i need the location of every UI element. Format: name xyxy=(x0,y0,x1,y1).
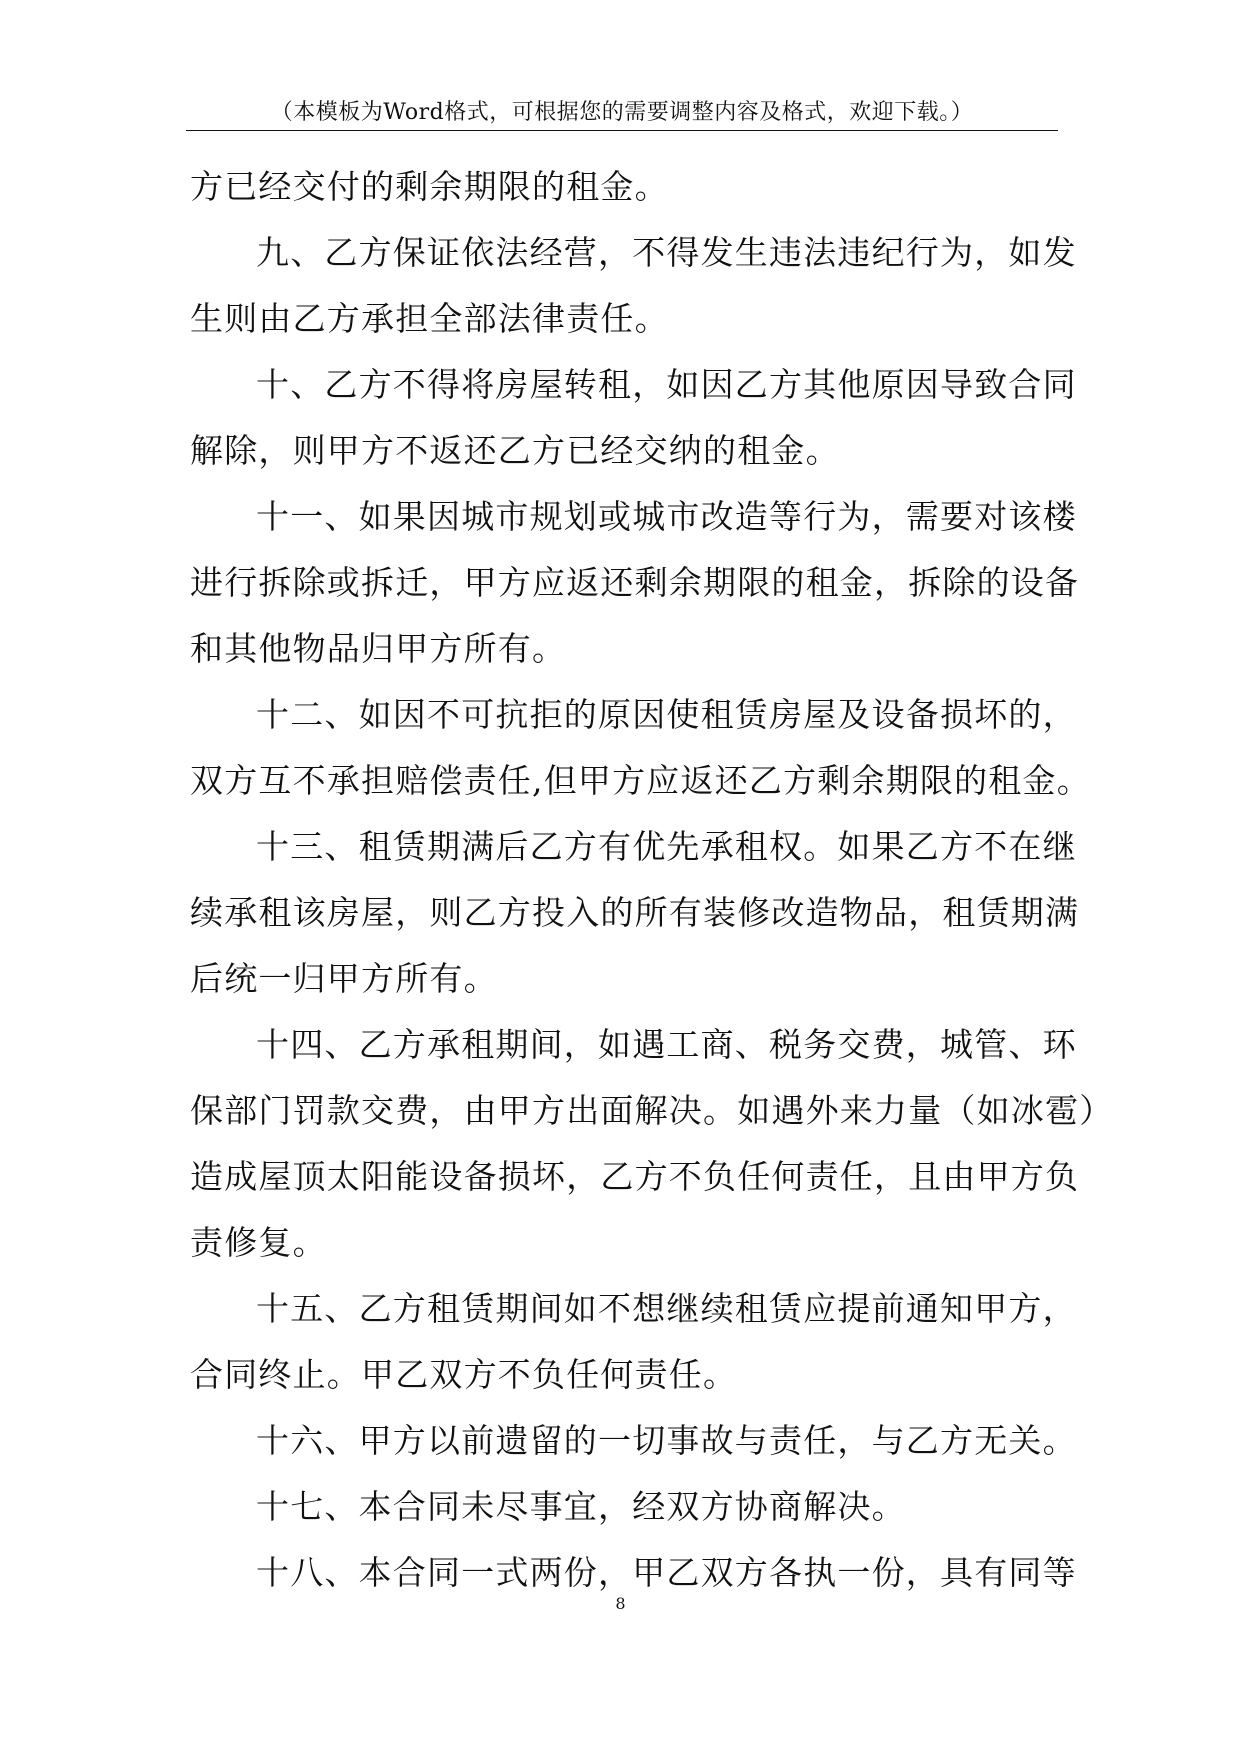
text-line: 十三、租赁期满后乙方有优先承租权。如果乙方不在继 xyxy=(256,827,1077,866)
text-line: 双方互不承担赔偿责任,但甲方应返还乙方剩余期限的租金。 xyxy=(190,761,1091,800)
text-line: 十六、甲方以前遗留的一切事故与责任，与乙方无关。 xyxy=(256,1421,1077,1460)
text-line: 保部门罚款交费，由甲方出面解决。如遇外来力量（如冰雹） xyxy=(190,1091,1114,1130)
text-line: 十一、如果因城市规划或城市改造等行为，需要对该楼 xyxy=(256,497,1077,536)
document-body xyxy=(190,154,1114,1606)
text-line: 十二、如因不可抗拒的原因使租赁房屋及设备损坏的， xyxy=(256,695,1077,734)
text-line: 合同终止。甲乙双方不负任何责任。 xyxy=(190,1355,738,1394)
text-line: 续承租该房屋，则乙方投入的所有装修改造物品，租赁期满 xyxy=(190,893,1080,932)
text-line: 九、乙方保证依法经营，不得发生违法违纪行为，如发 xyxy=(256,233,1077,272)
text-line: 方已经交付的剩余期限的租金。 xyxy=(190,167,669,206)
text-line: 十四、乙方承租期间，如遇工商、税务交费，城管、环 xyxy=(256,1025,1077,1064)
header-divider xyxy=(186,130,1058,131)
text-line: 生则由乙方承担全部法律责任。 xyxy=(190,299,669,338)
text-line: 进行拆除或拆迁，甲方应返还剩余期限的租金，拆除的设备 xyxy=(190,563,1080,602)
text-line: 和其他物品归甲方所有。 xyxy=(190,629,567,668)
text-line: 十七、本合同未尽事宜，经双方协商解决。 xyxy=(256,1487,906,1526)
text-line: 责修复。 xyxy=(190,1223,327,1262)
page-number: 8 xyxy=(615,1594,626,1613)
text-line: 十五、乙方租赁期间如不想继续租赁应提前通知甲方， xyxy=(256,1289,1077,1328)
page-header: （本模板为Word格式，可根据您的需要调整内容及格式，欢迎下载。） xyxy=(270,100,974,125)
text-line: 十、乙方不得将房屋转租，如因乙方其他原因导致合同 xyxy=(256,365,1077,404)
text-line: 后统一归甲方所有。 xyxy=(190,959,498,998)
text-line: 十八、本合同一式两份，甲乙双方各执一份，具有同等 xyxy=(256,1553,1077,1592)
text-line: 造成屋顶太阳能设备损坏，乙方不负任何责任，且由甲方负 xyxy=(190,1157,1080,1196)
text-line: 解除，则甲方不返还乙方已经交纳的租金。 xyxy=(190,431,840,470)
